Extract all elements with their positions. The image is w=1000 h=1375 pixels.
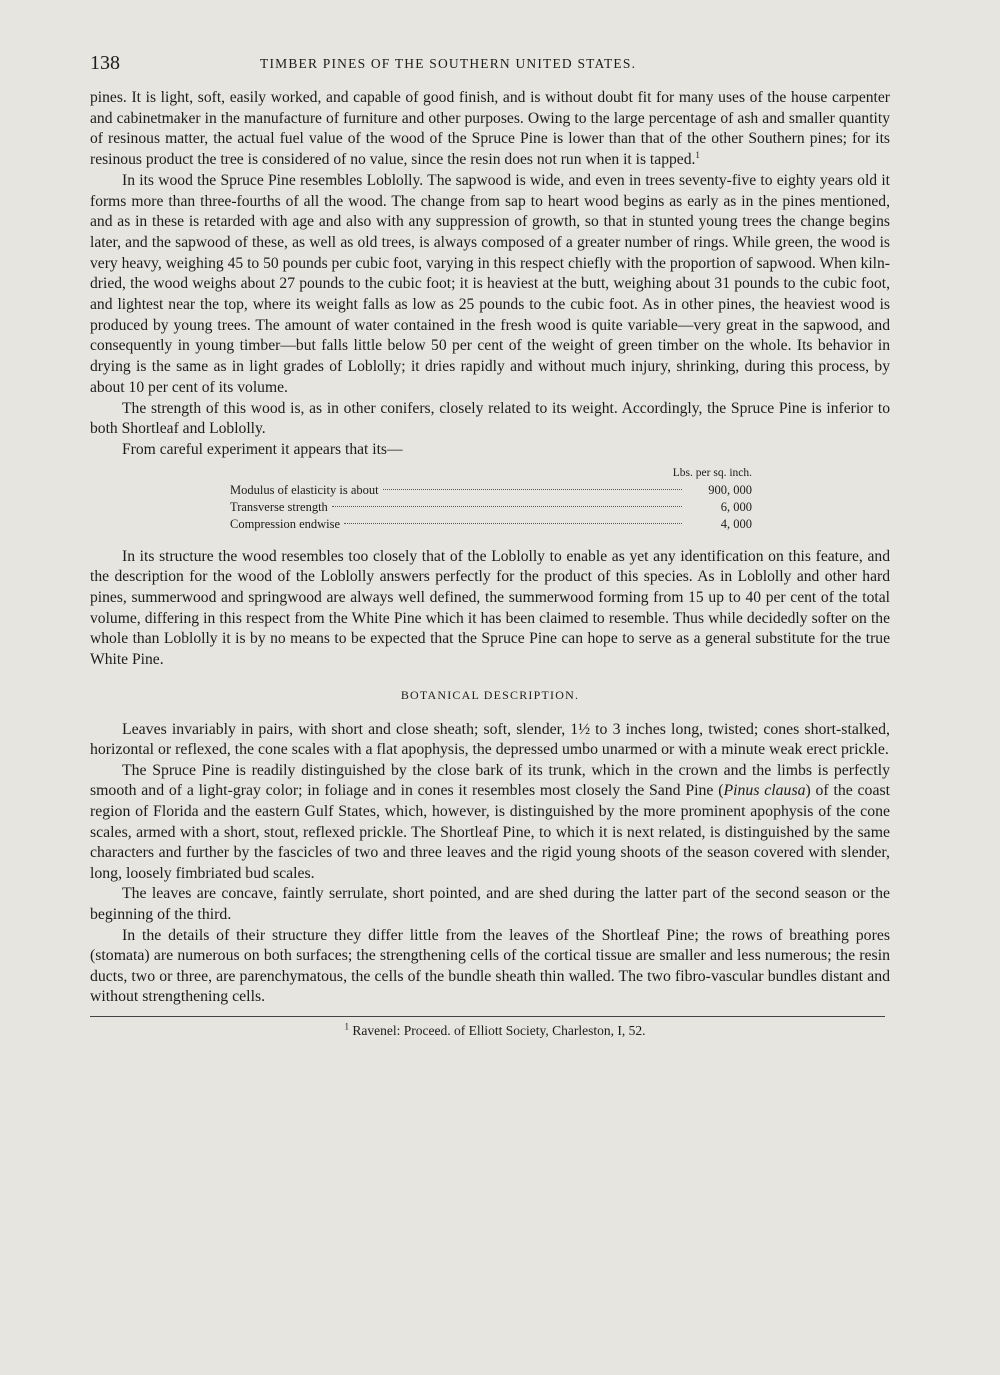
paragraph-1-text: pines. It is light, soft, easily worked, and capable of good finish, and is without doubt fit for many uses of the house carpenter and cabinetmaker in the manufacture of furniture and other purposes. Owing to the large percentage of ash and smaller quantity of resinous matter, the actual fuel value of the wood of the Spruce Pine is lower than that of the other Southern pines; for its resinous product the tree is considered of no value, since the resin does not run when it is tapped. [90,89,890,169]
strength-table [230,465,752,533]
footnote-reference: 1 [695,149,700,160]
page-header [90,52,890,76]
paragraph-2: In its wood the Spruce Pine resembles Loblolly. The sapwood is wide, and even in trees seventy-five to eighty years old it forms more than three-fourths of all the wood. The change from sap to heart wood begins as early as in the pines mentioned, and as in these is retarded with age and also with any suppression of growth, so that in stunted young trees the change begins later, and the sapwood of these, as well as old trees, is always composed of a greater number of rings. While green, the wood is very heavy, weighing 45 to 50 pounds per cubic foot, varying in this respect chiefly with the proportion of sapwood. When kiln-dried, the wood weighs about 27 pounds to the cubic foot; it is heaviest at the butt, weighing about 31 pounds to the cubic foot, and lightest near the top, where its weight falls as low as 25 pounds to the cubic foot. As in other pines, the heaviest wood is produced by young trees. The amount of water contained in the fresh wood is quite variable—very great in the sapwood, and consequently in young timber—but falls little below 50 per cent of the weight of green timber on the whole. Its behavior in drying is the same as in light grades of Loblolly; it dries rapidly and without much injury, shrinking, during this process, by about 10 per cent of its volume. [90,171,890,396]
paragraph-1 [90,88,890,171]
page-body [90,88,890,1042]
table-row [230,482,752,499]
table-row-value: 900, 000 [708,482,752,497]
table-row-label: Modulus of elasticity is about [230,482,379,497]
footnote-text: Ravenel: Proceed. of Elliott Society, Charleston, I, 52. [352,1022,646,1038]
dot-leader [332,506,682,507]
species-name: Pinus clausa [723,782,806,800]
paragraph-5: In its structure the wood resembles too closely that of the Loblolly to enable as yet any identification on this feature, and the description for the wood of the Loblolly answers perfectly for the product of this species. As in Loblolly and other hard pines, summerwood and springwood are always well defined, the summerwood forming from 15 up to 40 per cent of the total volume, differing in this respect from the White Pine which it has been claimed to resemble. Thus while decidedly softer on the whole than Loblolly it is by no means to be expected that the Spruce Pine can hope to serve as a general substitute for the true White Pine. [90,547,890,669]
running-title: TIMBER PINES OF THE SOUTHERN UNITED STATES. [260,56,637,71]
table-row-value: 4, 000 [720,516,752,531]
footnote-mark: 1 [344,1021,350,1032]
footnote-divider [90,1016,885,1017]
table-row [230,499,752,516]
page-number: 138 [90,52,120,74]
dot-leader [383,489,682,490]
paragraph-3: The strength of this wood is, as in other conifers, closely related to its weight. Accordingly, the Spruce Pine is inferior to both Shortleaf and Loblolly. [90,399,890,438]
paragraph-8: The leaves are concave, faintly serrulate, short pointed, and are shed during the latter part of the second season or the beginning of the third. [90,885,890,923]
table-row-value: 6, 000 [720,499,752,514]
footnote [90,1021,890,1042]
paragraph-9: In the details of their structure they differ little from the leaves of the Shortleaf Pine; the rows of breathing pores (stomata) are numerous on both surfaces; the strengthening cells of the cortical tissue are smaller and less numerous; the resin ducts, two or three, are parenchymatous, the cells of the bundle sheath thin walled. The two fibro-vascular bundles distant and without strengthening cells. [90,926,890,1006]
paragraph-7-text-a: The Spruce Pine is readily distinguished by the close bark of its trunk, which in the crown and the limbs is perfectly smooth and of a light-gray color; in foliage and in cones it resembles most closely the Sand Pine ( [90,761,890,800]
table-row-label: Transverse strength [230,499,328,514]
table-row [230,516,752,533]
paragraph-6: Leaves invariably in pairs, with short and close sheath; soft, slender, 1½ to 3 inches long, twisted; cones short-stalked, horizontal or reflexed, the cone scales with a flat apophysis, the depressed umbo unarmed or with a minute weak erect prickle. [90,720,890,759]
dot-leader [344,523,682,524]
paragraph-4: From careful experiment it appears that its— [122,440,403,458]
table-unit-header: Lbs. per sq. inch. [672,466,752,479]
section-heading: BOTANICAL DESCRIPTION. [400,687,580,702]
paragraph-7 [90,761,890,885]
table-row-label: Compression endwise [230,516,341,531]
botanical-section [90,720,890,1008]
paragraph-7-text-b: ) of the coast region of Florida and the eastern Gulf States, which, however, is distinguished by the more prominent apophysis of the cone scales, armed with a short, stout, reflexed prickle. The Shortleaf Pine, to which it is next related, is distinguished by the same characters and further by the fascicles of two and three leaves and the rigid young shoots of the season covered with slender, long, loosely fimbriated bud scales. [90,782,891,882]
